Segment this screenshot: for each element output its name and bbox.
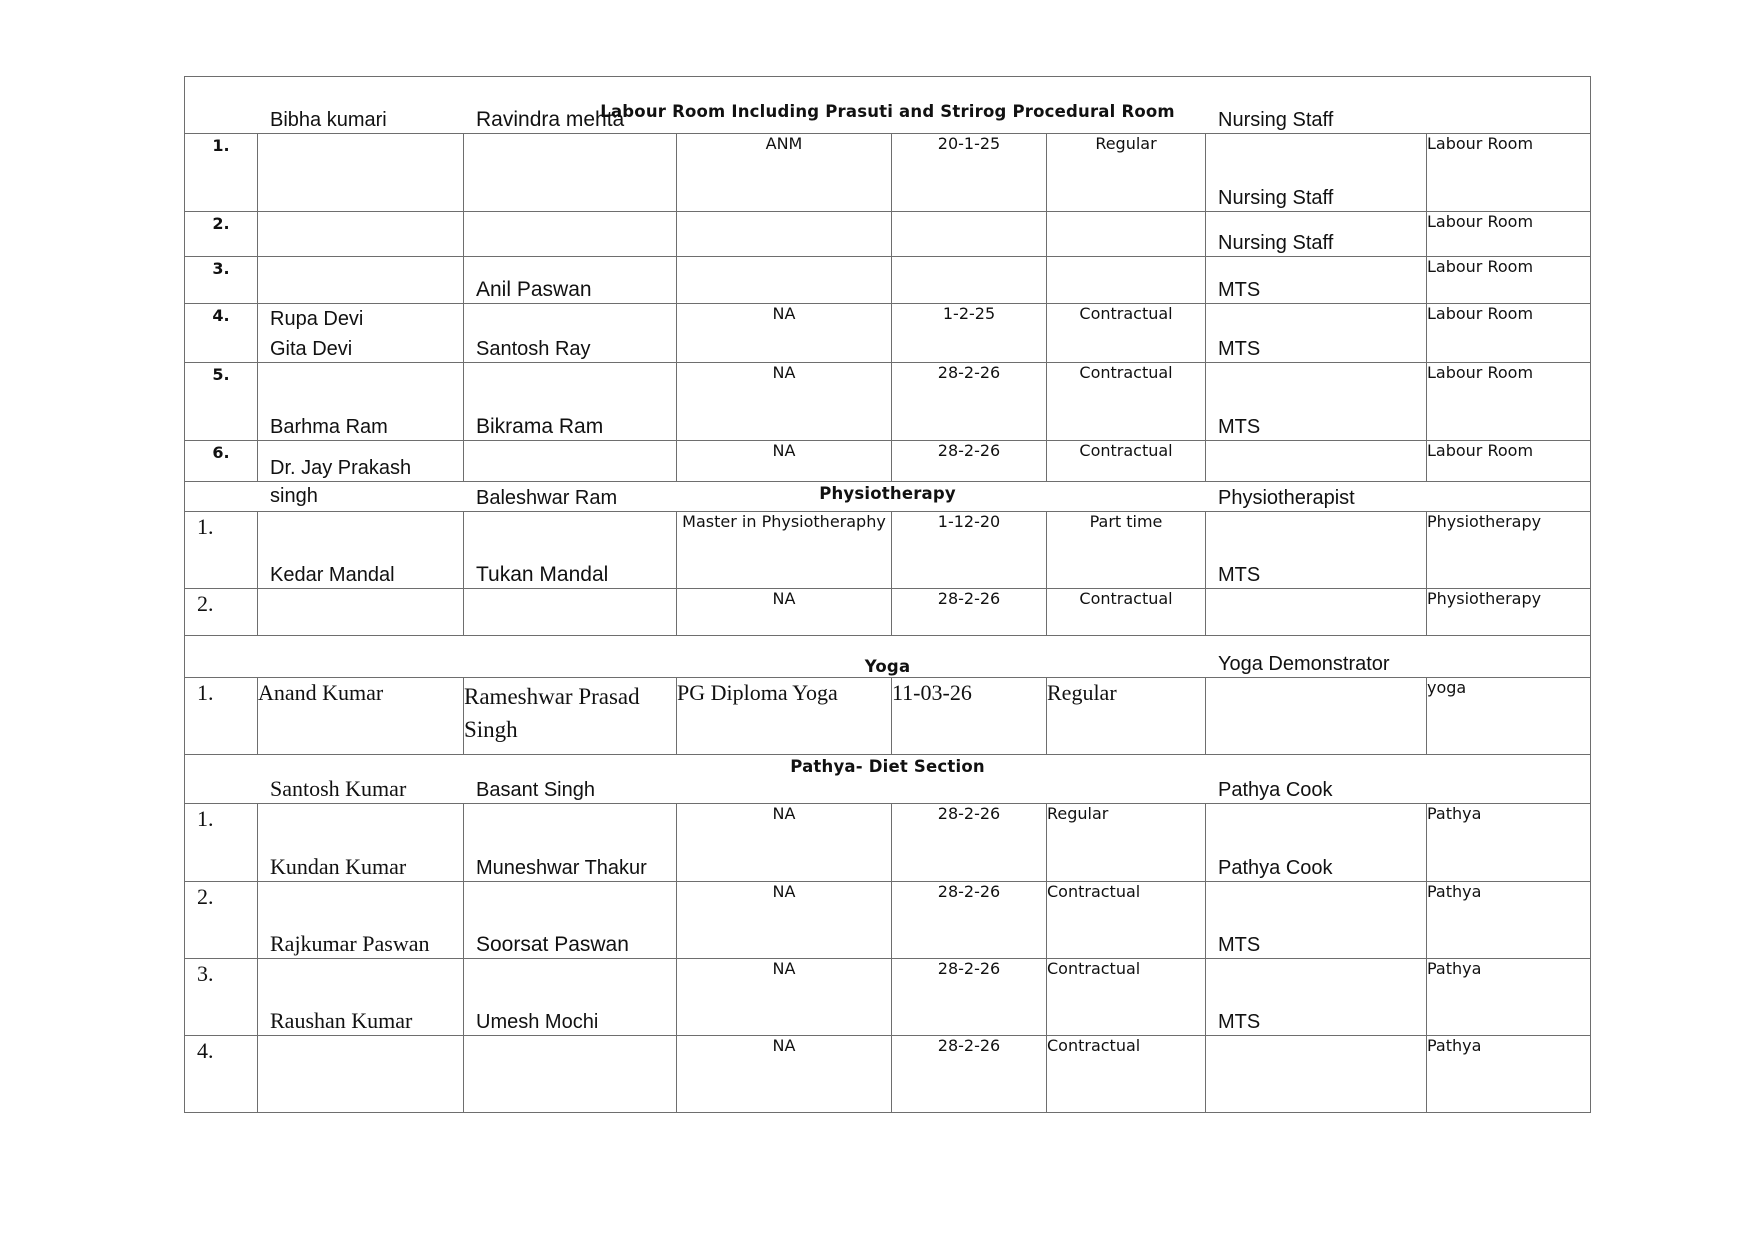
- employment-type: Regular: [1047, 804, 1206, 882]
- table-row: [185, 678, 1591, 755]
- row-number: 1.: [185, 134, 258, 212]
- post: Yoga Demonstrator: [1218, 653, 1390, 675]
- staff-name: Anand Kumar: [258, 678, 464, 755]
- employment-type: [1047, 212, 1206, 257]
- post-cell: [1206, 653, 1427, 755]
- joining-date: 11-03-26: [892, 678, 1047, 755]
- row-number: 1.: [185, 804, 258, 882]
- section-title: Pathya- Diet Section: [185, 755, 1591, 804]
- staff-name: Kedar Mandal: [270, 564, 395, 586]
- staff-name-cell: [258, 564, 464, 636]
- qualification: NA: [677, 589, 892, 636]
- row-number: 2.: [185, 589, 258, 636]
- employment-type: Part time: [1047, 512, 1206, 589]
- employment-type: Contractual: [1047, 363, 1206, 441]
- staff-name: Gita Devi: [270, 338, 353, 360]
- post-cell: [1206, 564, 1427, 636]
- row-number: 5.: [185, 363, 258, 441]
- place-of-posting: Labour Room: [1427, 212, 1591, 257]
- father-name: [464, 212, 677, 257]
- row-number: 4.: [185, 1036, 258, 1113]
- qualification: NA: [677, 304, 892, 363]
- post: MTS: [1218, 1011, 1261, 1033]
- post: MTS: [1218, 279, 1261, 301]
- joining-date: [892, 212, 1047, 257]
- father-name: Muneshwar Thakur: [476, 857, 647, 879]
- staff-name: Kundan Kumar: [270, 854, 407, 879]
- section-title: Physiotherapy: [185, 482, 1591, 512]
- post: Nursing Staff: [1218, 187, 1334, 209]
- row-number: 2.: [185, 212, 258, 257]
- joining-date: [892, 257, 1047, 304]
- father-name-cell: [464, 1011, 677, 1113]
- place-of-posting: Pathya: [1427, 804, 1591, 882]
- staff-name: Rupa Devi: [270, 308, 364, 330]
- staff-name: Santosh Kumar: [270, 776, 407, 801]
- post: MTS: [1218, 934, 1261, 956]
- staff-table: [184, 76, 1591, 1113]
- employment-type: Regular: [1047, 678, 1206, 755]
- qualification: ANM: [677, 134, 892, 212]
- place-of-posting: Pathya: [1427, 959, 1591, 1036]
- father-name: Basant Singh: [476, 779, 595, 801]
- row-number: 3.: [185, 257, 258, 304]
- qualification: PG Diploma Yoga: [677, 678, 892, 755]
- post: Nursing Staff: [1218, 109, 1334, 131]
- post: MTS: [1218, 564, 1261, 586]
- father-name: Soorsat Paswan: [476, 933, 629, 956]
- post: Pathya Cook: [1218, 779, 1333, 801]
- employment-type: [1047, 257, 1206, 304]
- place-of-posting: Labour Room: [1427, 363, 1591, 441]
- staff-name-cell: [258, 1008, 464, 1113]
- employment-type: Regular: [1047, 134, 1206, 212]
- qualification: [677, 257, 892, 304]
- father-name: Tukan Mandal: [476, 563, 609, 586]
- staff-name: Raushan Kumar: [270, 1008, 413, 1033]
- staff-name: Bibha kumari: [270, 109, 387, 131]
- place-of-posting: Physiotherapy: [1427, 589, 1591, 636]
- employment-type: Contractual: [1047, 1036, 1206, 1113]
- row-number: 1.: [185, 678, 258, 755]
- row-number: 2.: [185, 882, 258, 959]
- employment-type: Contractual: [1047, 882, 1206, 959]
- employment-type: Contractual: [1047, 441, 1206, 482]
- father-name: Baleshwar Ram: [476, 487, 618, 509]
- staff-name: Rajkumar Paswan: [270, 931, 430, 956]
- joining-date: 28-2-26: [892, 363, 1047, 441]
- staff-name: Barhma Ram: [270, 416, 388, 438]
- father-name: Umesh Mochi: [476, 1011, 599, 1033]
- joining-date: 1-2-25: [892, 304, 1047, 363]
- post: Nursing Staff: [1218, 232, 1334, 254]
- row-number: 1.: [185, 512, 258, 589]
- place-of-posting: Labour Room: [1427, 134, 1591, 212]
- qualification: NA: [677, 1036, 892, 1113]
- joining-date: 20-1-25: [892, 134, 1047, 212]
- place-of-posting: Pathya: [1427, 882, 1591, 959]
- post: MTS: [1218, 338, 1261, 360]
- table-row: [185, 1036, 1591, 1113]
- joining-date: 28-2-26: [892, 441, 1047, 482]
- staff-name: [258, 212, 464, 257]
- qualification: NA: [677, 804, 892, 882]
- post: MTS: [1218, 416, 1261, 438]
- father-name: Bikrama Ram: [476, 415, 604, 438]
- place-of-posting: Labour Room: [1427, 257, 1591, 304]
- employment-type: Contractual: [1047, 304, 1206, 363]
- joining-date: 1-12-20: [892, 512, 1047, 589]
- place-of-posting: yoga: [1427, 678, 1591, 755]
- staff-name: Dr. Jay Prakash singh: [270, 457, 412, 507]
- father-name: Anil Paswan: [476, 278, 592, 301]
- staff-name: [258, 257, 464, 304]
- table-row: [185, 589, 1591, 636]
- father-name-cell: [464, 563, 677, 636]
- joining-date: 28-2-26: [892, 959, 1047, 1036]
- employment-type: Contractual: [1047, 959, 1206, 1036]
- post-cell: [1206, 1011, 1427, 1113]
- section-title: Labour Room Including Prasuti and Strirog Procedural Room: [185, 77, 1591, 134]
- joining-date: 28-2-26: [892, 804, 1047, 882]
- post: Pathya Cook: [1218, 857, 1333, 879]
- father-name-cell: [464, 108, 677, 212]
- qualification: NA: [677, 882, 892, 959]
- father-name: Rameshwar Prasad Singh: [464, 678, 677, 755]
- place-of-posting: Labour Room: [1427, 304, 1591, 363]
- joining-date: 28-2-26: [892, 1036, 1047, 1113]
- place-of-posting: Physiotherapy: [1427, 512, 1591, 589]
- post: Physiotherapist: [1218, 487, 1355, 509]
- staff-name-cell: [258, 109, 464, 212]
- qualification: NA: [677, 959, 892, 1036]
- row-number: 6.: [185, 441, 258, 482]
- section-title: Yoga: [185, 636, 1591, 678]
- qualification: Master in Physiotheraphy: [677, 512, 892, 589]
- employment-type: Contractual: [1047, 589, 1206, 636]
- row-number: 3.: [185, 959, 258, 1036]
- qualification: [677, 212, 892, 257]
- qualification: NA: [677, 363, 892, 441]
- joining-date: 28-2-26: [892, 589, 1047, 636]
- place-of-posting: Pathya: [1427, 1036, 1591, 1113]
- father-name: Ravindra mehta: [476, 108, 625, 131]
- joining-date: 28-2-26: [892, 882, 1047, 959]
- row-number: 4.: [185, 304, 258, 363]
- place-of-posting: Labour Room: [1427, 441, 1591, 482]
- father-name-cell: [464, 415, 677, 482]
- post-cell: [1206, 416, 1427, 482]
- father-name: Santosh Ray: [476, 338, 591, 360]
- qualification: NA: [677, 441, 892, 482]
